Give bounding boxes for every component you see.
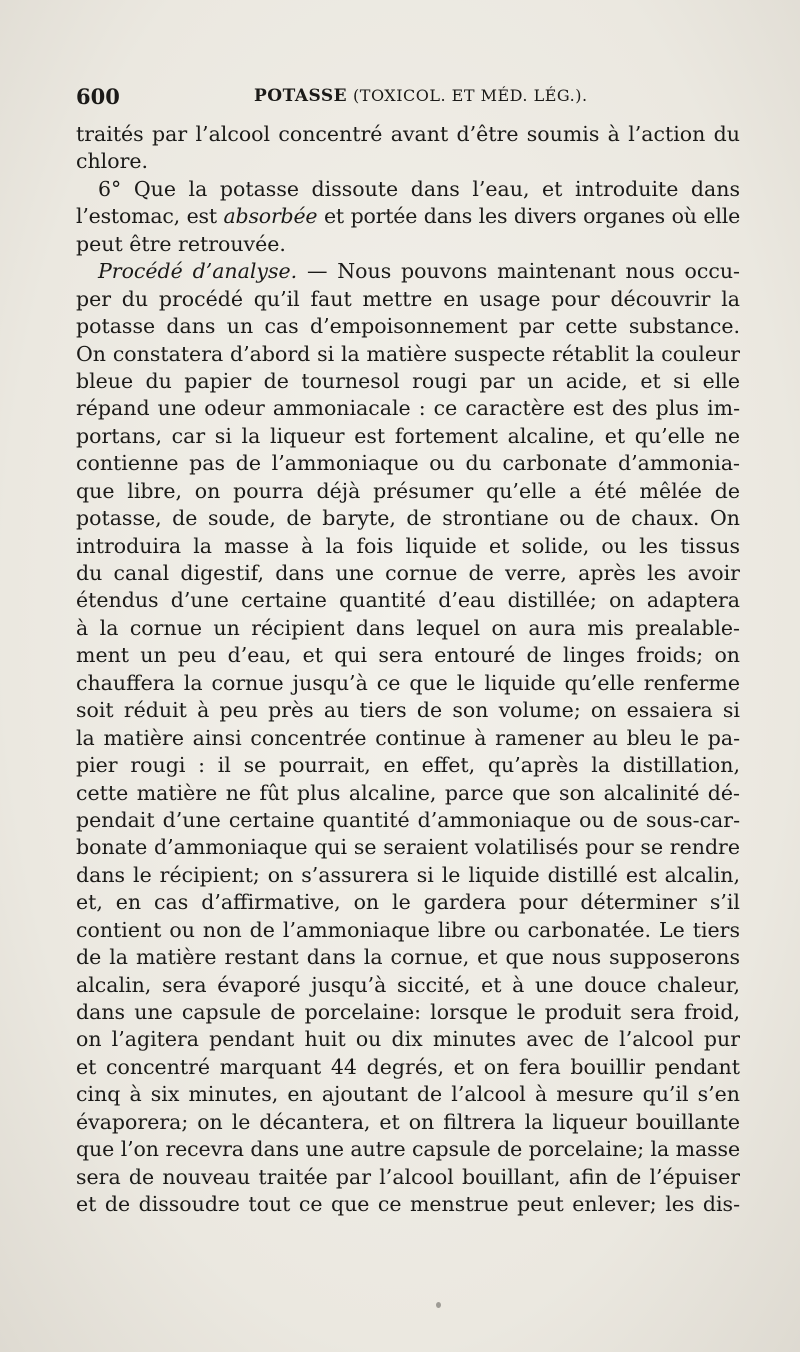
line-text: dans le récipient; on s’assurera si le liquide distillé est alcalin, bbox=[76, 862, 740, 887]
line-text: bleue du papier de tournesol rougi par un acide, et si elle bbox=[76, 368, 740, 393]
line-text: dans une capsule de porcelaine: lorsque le produit sera froid, bbox=[76, 1000, 740, 1024]
line-text: bonate d’ammoniaque qui se seraient volatilisés pour se rendre bbox=[76, 835, 740, 860]
text-line bbox=[76, 423, 740, 450]
line-text: potasse dans un cas d’empoisonnement par cette substance. bbox=[76, 314, 740, 339]
text-line bbox=[76, 725, 740, 752]
text-line bbox=[76, 615, 740, 642]
line-text: peut être retrouvée. bbox=[76, 231, 286, 256]
line-text: pendait d’une certaine quantité d’ammoniaque ou de sous-car- bbox=[76, 807, 740, 832]
line-text: et, en cas d’affirmative, on le gardera pour déterminer s’il bbox=[76, 890, 740, 915]
text-line bbox=[76, 889, 740, 916]
line-text: soit réduit à peu près au tiers de son volume; on essaiera si bbox=[76, 698, 740, 723]
text-line bbox=[76, 341, 740, 368]
text-line bbox=[76, 121, 740, 148]
line-text: alcalin, sera évaporé jusqu’à siccité, et à une douce chaleur, bbox=[76, 972, 740, 997]
text-line bbox=[76, 231, 740, 258]
line-text: l’estomac, est bbox=[76, 204, 224, 229]
text-line bbox=[76, 999, 740, 1026]
line-text: et concentré marquant 44 degrés, et on fera bouillir pendant bbox=[76, 1054, 740, 1079]
text-line bbox=[76, 368, 740, 395]
line-text: de la matière restant dans la cornue, et que nous supposerons bbox=[76, 945, 740, 970]
line-text: traités par l’alcool concentré avant d’être soumis à l’action du bbox=[76, 122, 740, 146]
line-text: étendus d’une certaine quantité d’eau distillée; on adaptera bbox=[76, 588, 740, 613]
running-head bbox=[254, 86, 588, 106]
text-line bbox=[76, 834, 740, 861]
text-line bbox=[76, 807, 740, 834]
running-head-title: POTASSE bbox=[254, 86, 348, 106]
text-line bbox=[76, 1081, 740, 1108]
text-line bbox=[76, 395, 740, 422]
line-text: 6° Que la potasse dissoute dans l’eau, et introduite dans bbox=[98, 176, 740, 201]
text-line bbox=[76, 862, 740, 889]
text-line bbox=[76, 313, 740, 340]
line-text: cinq à six minutes, en ajoutant de l’alcool à mesure qu’il s’en bbox=[76, 1082, 740, 1107]
line-text: sera de nouveau traitée par l’alcool bouillant, afin de l’épuiser bbox=[76, 1164, 740, 1189]
text-line bbox=[76, 1136, 740, 1163]
line-text: évaporera; on le décantera, et on filtrera la liqueur bouillante bbox=[76, 1109, 740, 1134]
line-text: chauffera la cornue jusqu’à ce que le liquide qu’elle renferme bbox=[76, 670, 740, 695]
page-number: 600 bbox=[76, 84, 120, 109]
line-text: ment un peu d’eau, et qui sera entouré de linges froids; on bbox=[76, 643, 740, 668]
line-text: répand une odeur ammoniacale : ce caractère est des plus im- bbox=[76, 396, 740, 421]
text-line bbox=[76, 533, 740, 560]
line-text: pier rougi : il se pourrait, en effet, qu’après la distillation, bbox=[76, 753, 740, 778]
line-text: du canal digestif, dans une cornue de verre, après les avoir bbox=[76, 561, 740, 585]
text-line bbox=[76, 944, 740, 971]
text-line bbox=[76, 450, 740, 477]
line-text: chlore. bbox=[76, 149, 149, 174]
text-line bbox=[76, 780, 740, 807]
text-line bbox=[76, 1109, 740, 1136]
text-line bbox=[76, 642, 740, 669]
line-text: cette matière ne fût plus alcaline, parce que son alcalinité dé- bbox=[76, 780, 740, 805]
line-text: et portée dans les divers organes où elle bbox=[317, 204, 740, 229]
text-line bbox=[76, 176, 740, 203]
line-text: per du procédé qu’il faut mettre en usage pour découvrir la bbox=[76, 286, 740, 311]
text-line bbox=[76, 203, 740, 230]
text-line bbox=[76, 1191, 740, 1218]
line-text: et de dissoudre tout ce que ce menstrue peut enlever; les dis- bbox=[76, 1192, 740, 1217]
line-text: introduira la masse à la fois liquide et solide, ou les tissus bbox=[76, 533, 740, 558]
text-line bbox=[76, 752, 740, 779]
italic-text: absorbée bbox=[223, 204, 318, 229]
text-line bbox=[76, 670, 740, 697]
text-line bbox=[76, 478, 740, 505]
text-line bbox=[76, 587, 740, 614]
text-line bbox=[76, 1026, 740, 1053]
line-text: contient ou non de l’ammoniaque libre ou carbonatée. Le tiers bbox=[76, 917, 740, 942]
line-text: potasse, de soude, de baryte, de strontiane ou de chaux. On bbox=[76, 506, 740, 531]
text-line bbox=[76, 1164, 740, 1191]
text-line bbox=[76, 148, 740, 175]
line-text: On constatera d’abord si la matière suspecte rétablit la couleur bbox=[76, 341, 740, 366]
paper-spot bbox=[436, 1302, 441, 1308]
text-line bbox=[76, 917, 740, 944]
page-header bbox=[76, 84, 740, 114]
body-text bbox=[76, 121, 740, 1219]
running-head-subtitle: (TOXICOL. ET MÉD. LÉG.). bbox=[353, 86, 588, 105]
text-line bbox=[76, 286, 740, 313]
text-line bbox=[76, 505, 740, 532]
line-text: portans, car si la liqueur est fortement alcaline, et qu’elle ne bbox=[76, 423, 740, 448]
line-text: à la cornue un récipient dans lequel on aura mis prealable- bbox=[76, 615, 740, 640]
text-line bbox=[76, 972, 740, 999]
line-text: que l’on recevra dans une autre capsule de porcelaine; la masse bbox=[76, 1137, 740, 1162]
italic-text: Procédé d’analyse. bbox=[98, 259, 298, 284]
line-text: on l’agitera pendant huit ou dix minutes avec de l’alcool pur bbox=[76, 1027, 740, 1052]
line-text: la matière ainsi concentrée continue à ramener au bleu le pa- bbox=[76, 725, 740, 750]
text-line bbox=[76, 1054, 740, 1081]
line-text: — Nous pouvons maintenant nous occu- bbox=[297, 259, 740, 284]
line-text: que libre, on pourra déjà présumer qu’elle a été mêlée de bbox=[76, 478, 740, 503]
text-line bbox=[76, 560, 740, 587]
text-line bbox=[76, 697, 740, 724]
line-text: contienne pas de l’ammoniaque ou du carbonate d’ammonia- bbox=[76, 451, 740, 476]
text-line bbox=[76, 258, 740, 285]
